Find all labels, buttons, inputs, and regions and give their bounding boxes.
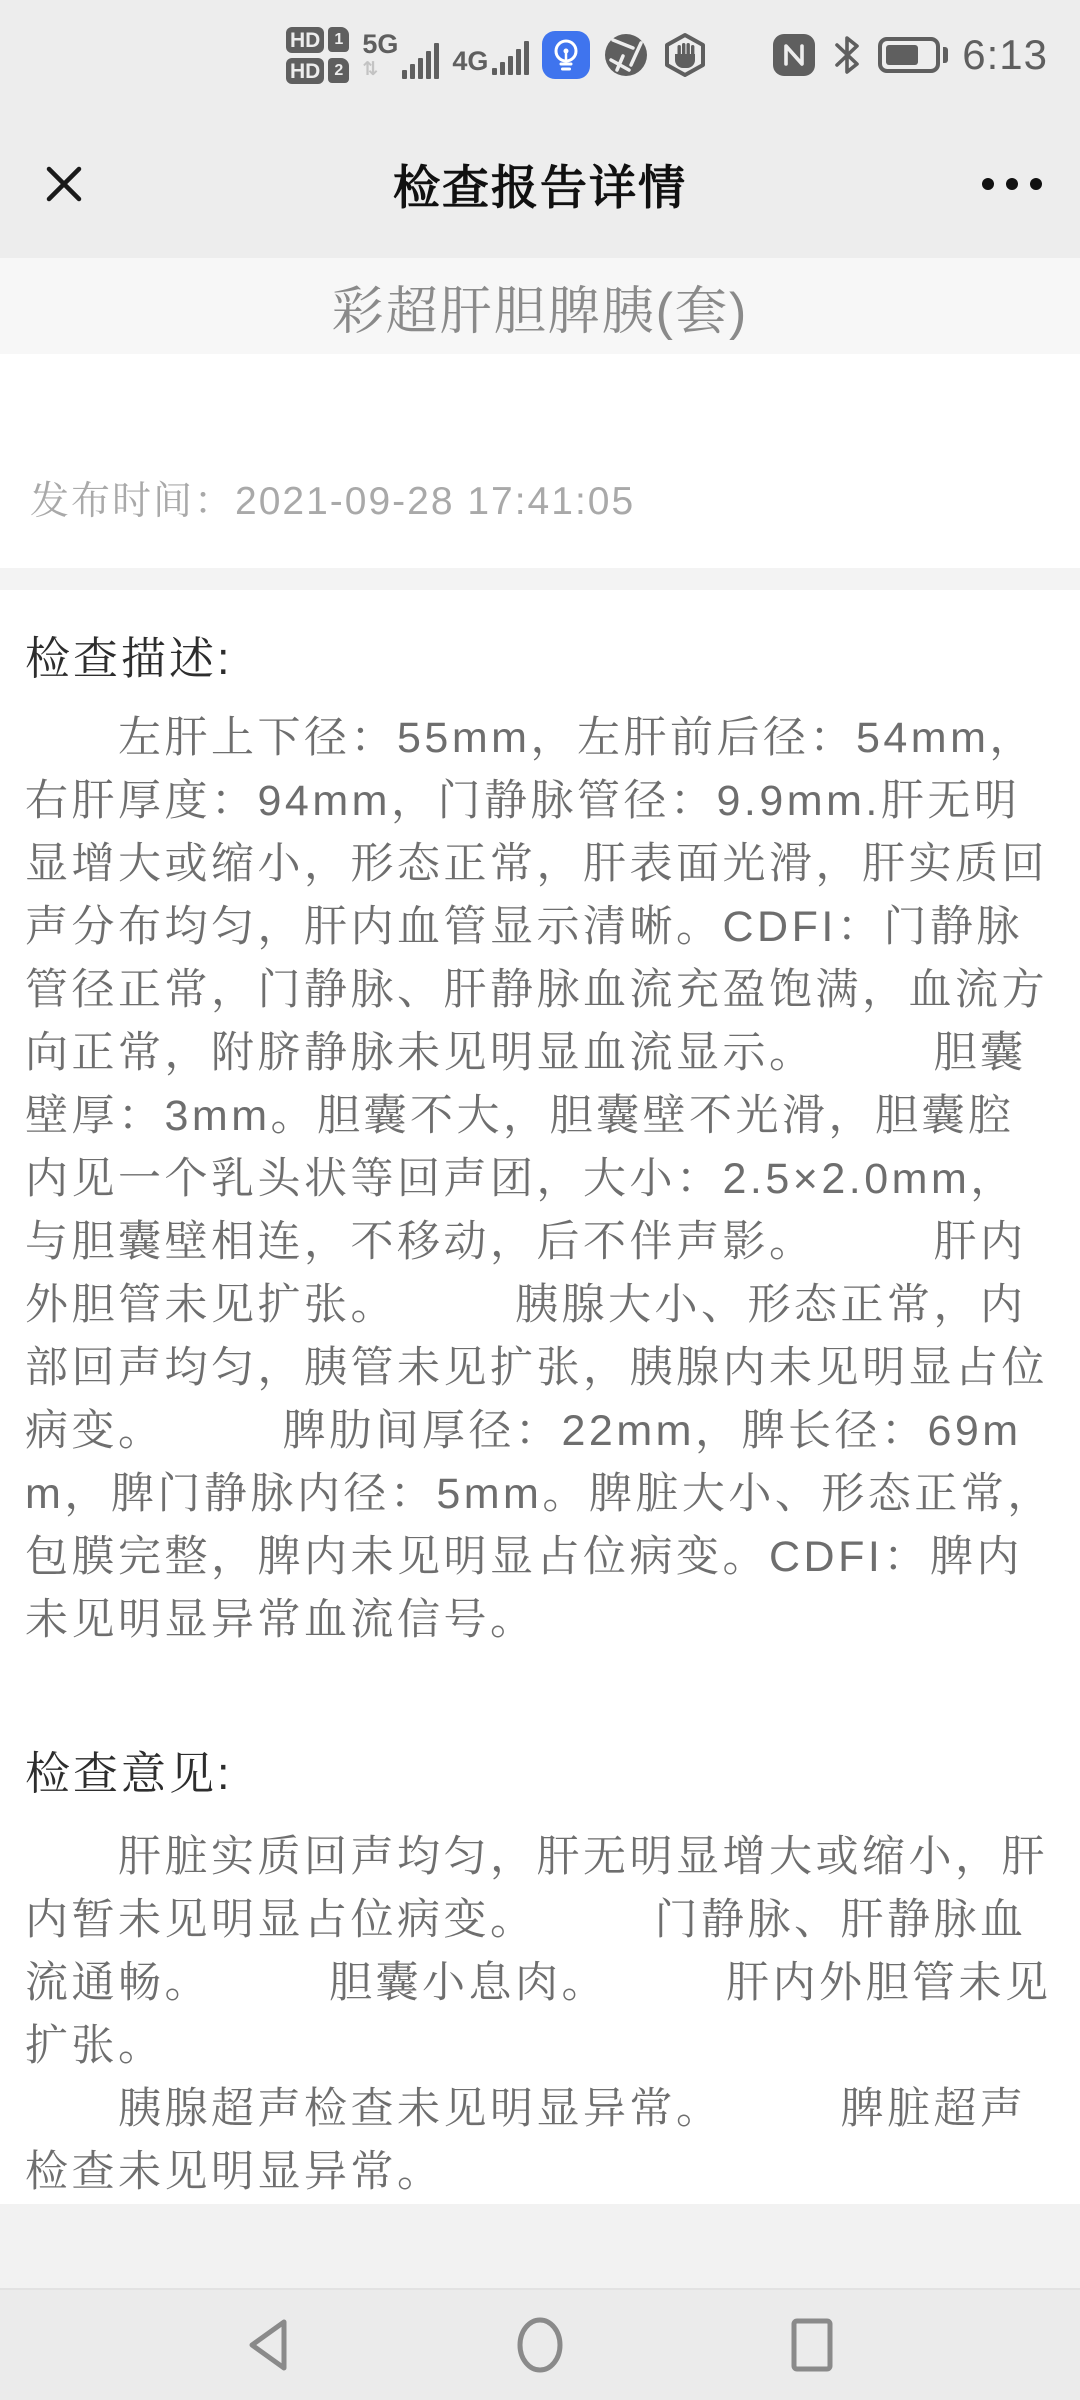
- description-heading: 检查描述:: [25, 633, 233, 684]
- signal-5g: [362, 31, 439, 79]
- more-dots-icon: [1030, 178, 1042, 190]
- battery-icon: [878, 37, 948, 73]
- home-icon: [516, 2316, 564, 2374]
- clock-time: 6:13: [962, 31, 1048, 78]
- hd-icon: HD: [286, 27, 324, 53]
- recents-icon: [791, 2318, 833, 2372]
- sim1-hd-badge: [286, 27, 349, 53]
- opinion-paragraph: 胰腺超声检查未见明显异常。 脾脏超声检查未见明显异常。: [25, 2085, 1027, 2196]
- close-button[interactable]: [40, 160, 88, 208]
- sim1-icon: 1: [328, 27, 349, 52]
- more-button[interactable]: [982, 160, 1042, 208]
- publish-time-label: 发布时间：: [30, 480, 236, 523]
- signal-bars-icon: [492, 35, 529, 75]
- status-bar: [0, 0, 1080, 110]
- data-arrows-icon: ⇅: [362, 59, 379, 80]
- opinion-paragraph: 肝脏实质回声均匀，肝无明显增大或缩小，肝内暂未见明显占位病变。 门静脉、肝静脉血流通畅。 胆囊小息肉。 肝内外胆管未见扩张。: [25, 1833, 1052, 2070]
- app-header: [0, 110, 1080, 258]
- report-title: 彩超肝胆脾胰(套): [331, 282, 749, 341]
- description-section: [0, 622, 1080, 2204]
- recents-button[interactable]: [782, 2313, 842, 2377]
- opinion-heading: 检查意见:: [25, 1748, 233, 1799]
- network-type-label: 4G: [452, 46, 489, 76]
- back-button[interactable]: [238, 2313, 298, 2377]
- report-content: [0, 258, 1080, 2204]
- more-dots-icon: [982, 178, 994, 190]
- description-text: 左肝上下径：55mm，左肝前后径：54mm，右肝厚度：94mm，门静脉管径：9.9mm.肝无明显增大或缩小，形态正常，肝表面光滑，肝实质回声分布均匀，肝内血管显示清晰。CDFI：门静脉管径正常，门静脉、肝静脉血流充盈饱满，血流方向正常，附脐静脉未见明显血流显示。 胆囊壁厚：3mm。胆囊不大，胆囊壁不光滑，胆囊腔内见一个乳头状等回声团，大小：2.5×2.0mm，与胆囊壁相连，不移动，后不伴声影。 肝内外胆管未见扩张。 胰腺大小、形态正常，内部回声均匀，胰管未见扩张，胰腺内未见明显占位病变。 脾肋间厚径：22mm，脾长径：69mm，脾门静脉内径：5mm。脾脏大小、形态正常，包膜完整，脾内未见明显占位病变。CDFI：脾内未见明显异常血流信号。: [25, 714, 1054, 1644]
- close-icon: [43, 163, 85, 205]
- report-title-band: [0, 258, 1080, 354]
- system-nav-bar: [0, 2288, 1080, 2400]
- section-divider: [0, 568, 1080, 590]
- hd-icon: HD: [286, 58, 324, 84]
- publish-time-value: 2021-09-28 17:41:05: [235, 480, 636, 523]
- signal-bars-icon: [402, 39, 439, 79]
- status-right-cluster: [772, 31, 1048, 79]
- flashlight-app-icon: [542, 31, 590, 79]
- browser-app-icon: [603, 32, 649, 78]
- signal-4g: [452, 35, 529, 75]
- nfc-icon: [772, 33, 816, 77]
- sim2-icon: 2: [328, 58, 349, 83]
- bluetooth-icon: [830, 33, 864, 77]
- home-button[interactable]: [510, 2313, 570, 2377]
- back-icon: [246, 2317, 290, 2373]
- do-not-disturb-app-icon: [662, 32, 708, 78]
- more-dots-icon: [1006, 178, 1018, 190]
- hd-volte-badges: [286, 27, 349, 84]
- footer-area: [0, 2204, 1080, 2288]
- status-left-cluster: [286, 27, 708, 84]
- page-title: 检查报告详情: [393, 160, 687, 214]
- network-type-label: 5G: [362, 29, 399, 59]
- sim2-hd-badge: [286, 58, 349, 84]
- publish-time-row: [30, 470, 1080, 526]
